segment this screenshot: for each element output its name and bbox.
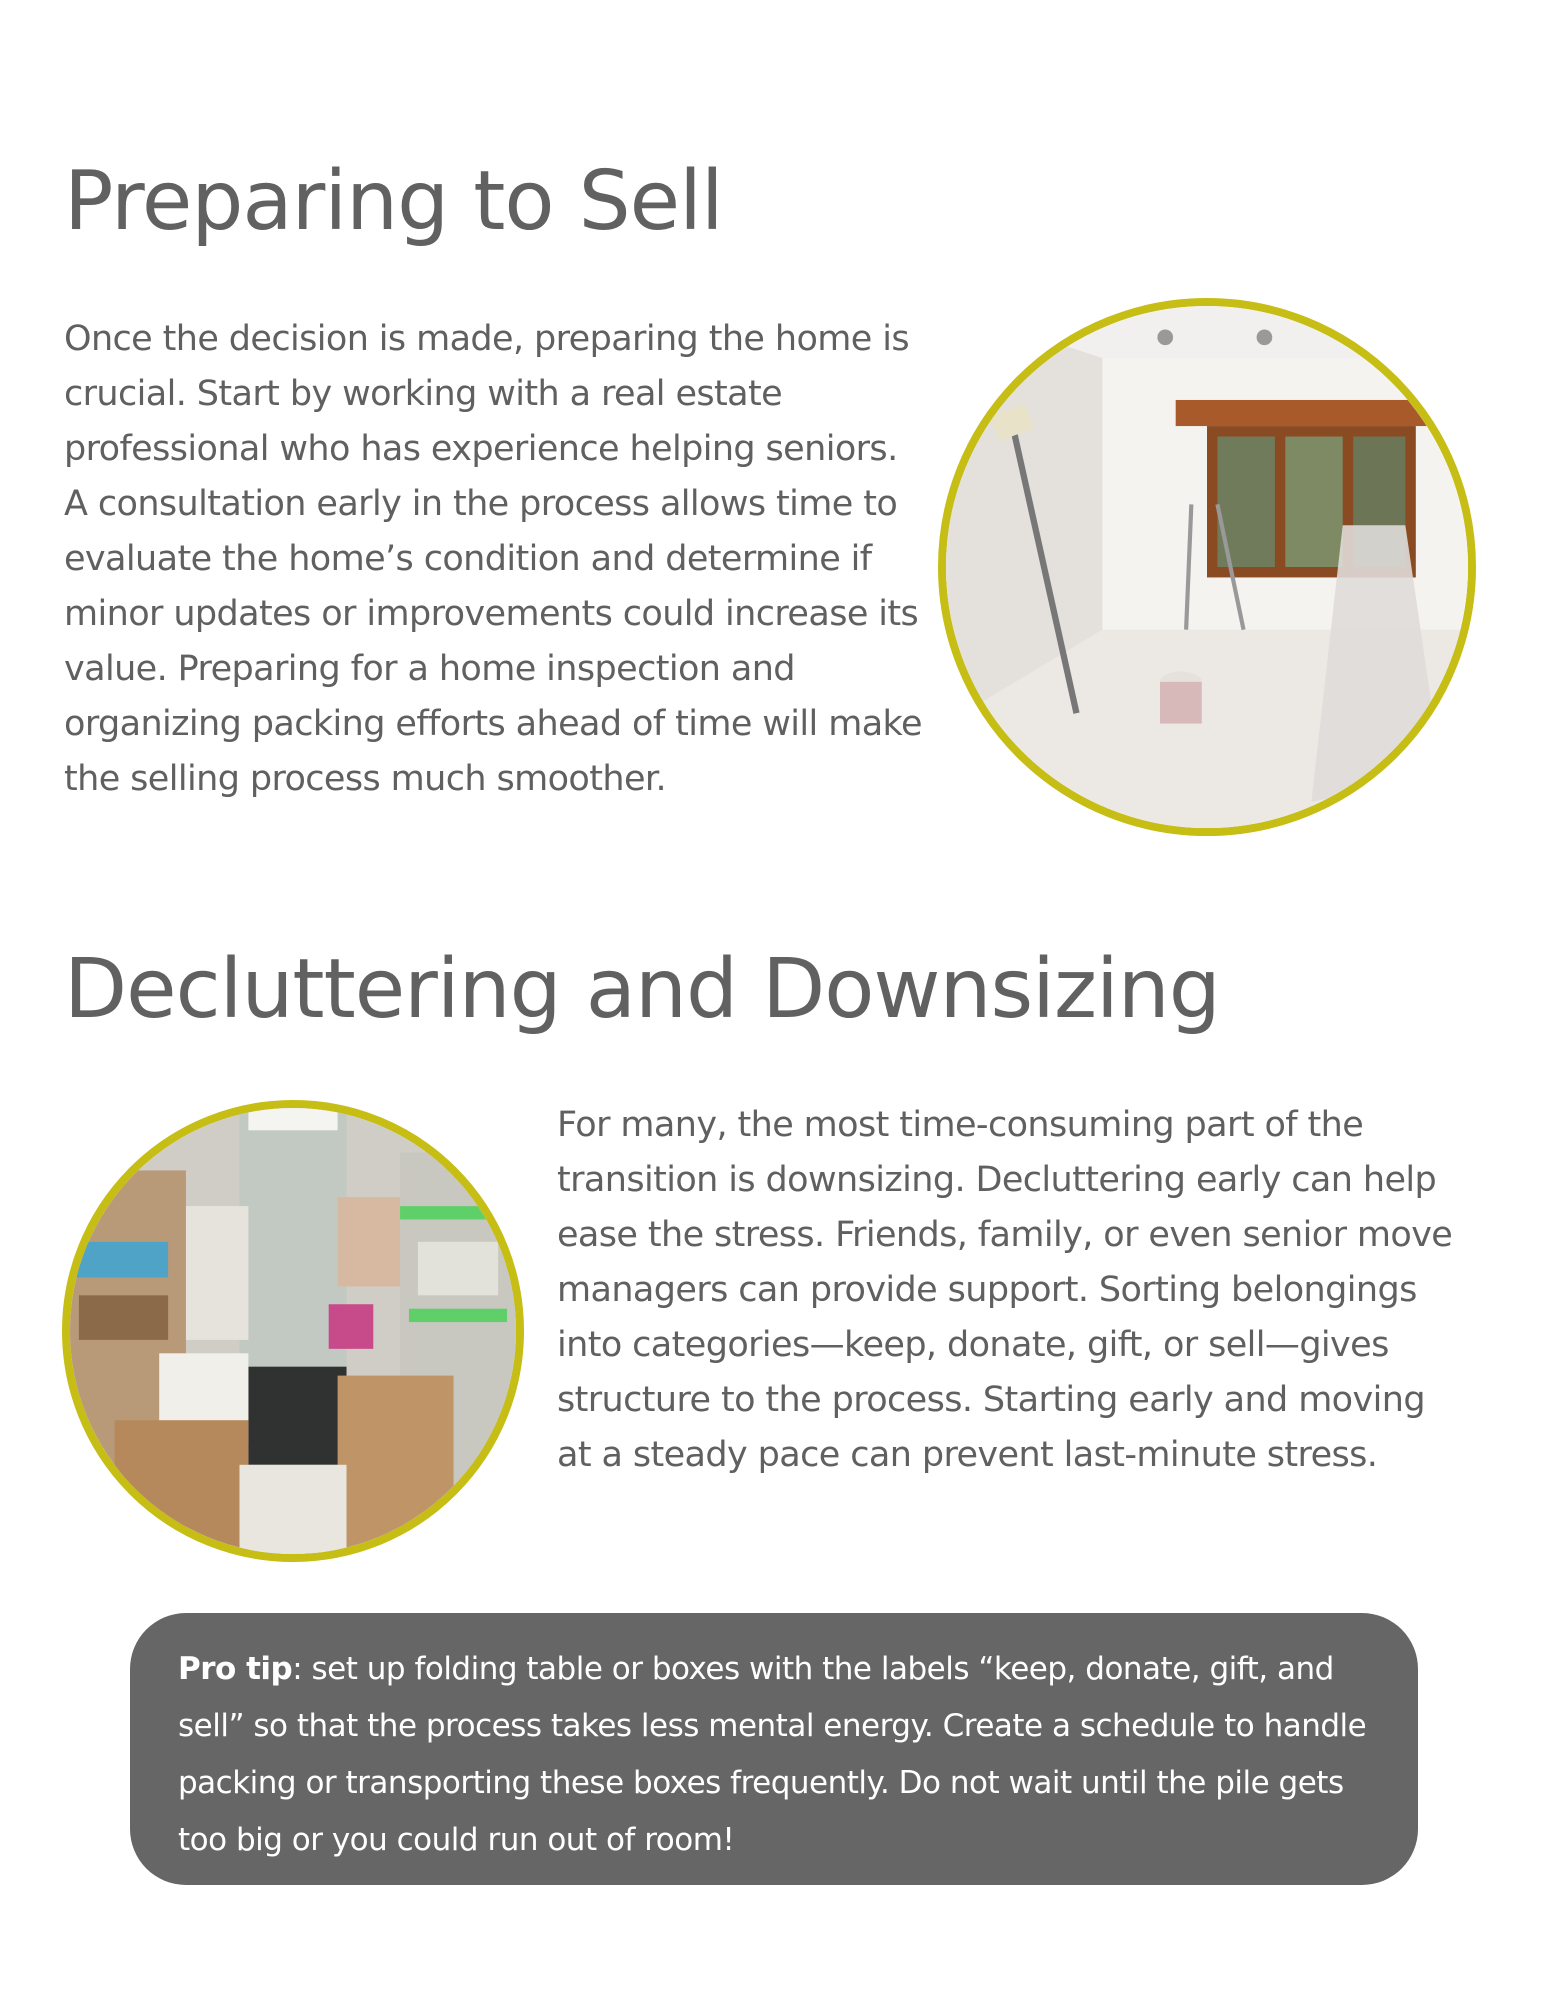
storage-illustration bbox=[70, 1108, 516, 1554]
pro-tip-box bbox=[130, 1613, 1418, 1885]
section-body-decluttering: For many, the most time-consuming part of the transition is downsizing. Decluttering early can help ease the stress. Friends, family, or even senior move managers can provide support. Sorting belongings into categories—keep, donate, gift, or sell—gives structure to the process. Starting early and moving at a steady pace can prevent last-minute stress. bbox=[557, 1105, 1453, 1475]
pro-tip-text: : set up folding table or boxes with the labels “keep, donate, gift, and sell” so that the process takes less mental energy. Create a schedule to handle packing or transporting these boxes frequently. Do not wait until the pile gets too big or you could run out of room! bbox=[178, 1651, 1367, 1858]
pro-tip-label: Pro tip bbox=[178, 1651, 293, 1687]
cluttered-storage-room-photo bbox=[62, 1100, 524, 1562]
section-heading-preparing: Preparing to Sell bbox=[64, 154, 723, 249]
room-being-painted-photo bbox=[938, 298, 1476, 836]
room-illustration bbox=[946, 306, 1468, 828]
section-heading-decluttering: Decluttering and Downsizing bbox=[64, 942, 1220, 1037]
section-body-preparing: Once the decision is made, preparing the home is crucial. Start by working with a real estate professional who has experience helping seniors. A consultation early in the process allows time to evaluate the home’s condition and determine if minor updates or improvements could increase its value. Preparing for a home inspection and organizing packing efforts ahead of time will make the selling process much smoother. bbox=[64, 319, 922, 799]
